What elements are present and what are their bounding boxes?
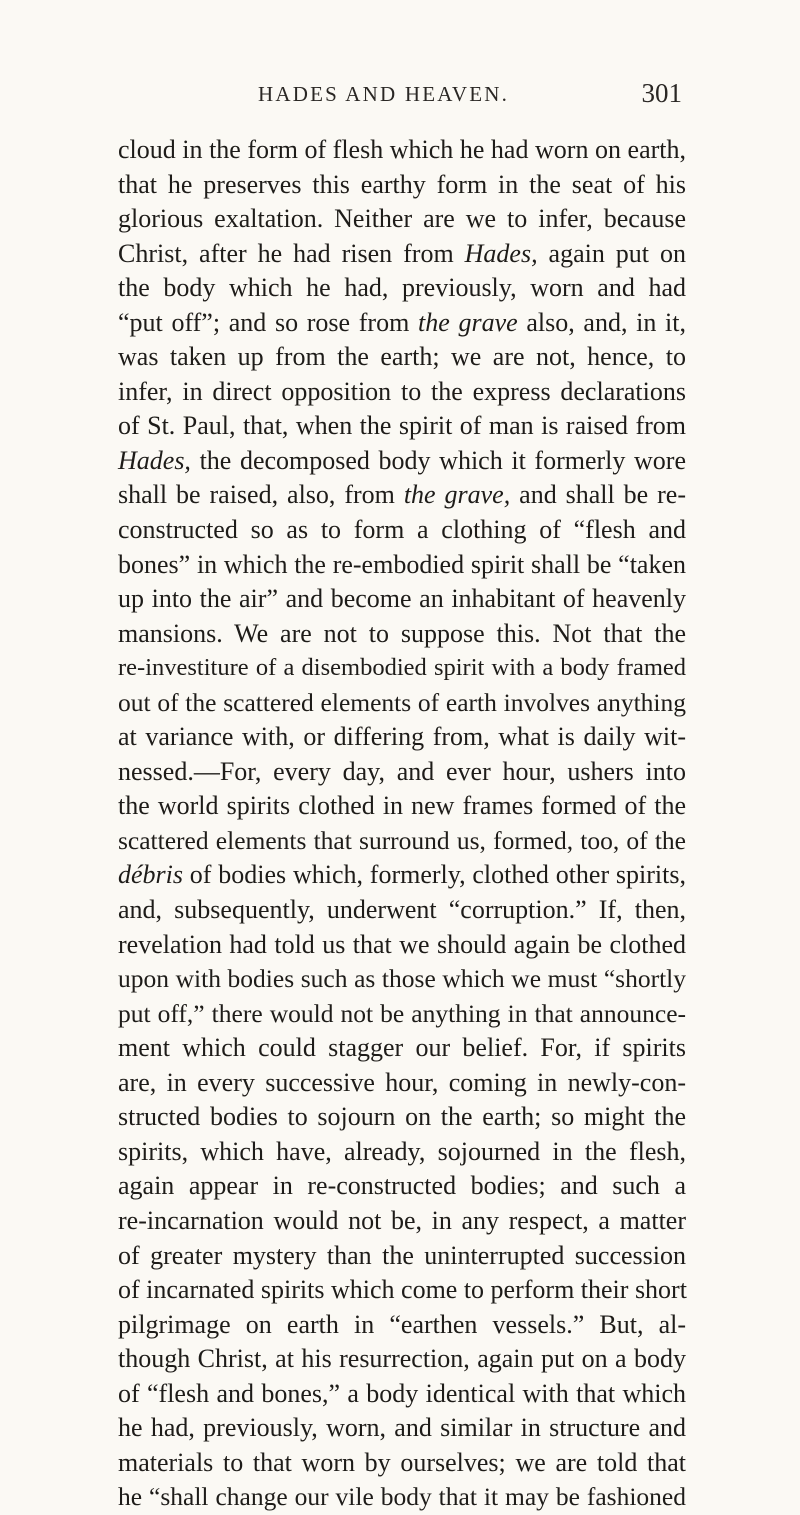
- text-line: [118, 513, 686, 548]
- text-line: [118, 168, 686, 203]
- text-segment: of “flesh and bones,” a body identical with that which: [118, 1378, 686, 1408]
- text-segment: glorious exaltation. Neither are we to infer, because: [118, 204, 686, 234]
- text-segment: also, and, in it,: [517, 307, 687, 337]
- text-segment: he had, previously, worn, and similar in structure and: [118, 1413, 686, 1443]
- text-line: [118, 755, 686, 790]
- text-line: [118, 1411, 686, 1446]
- text-line: [118, 271, 686, 306]
- text-line: [118, 306, 686, 341]
- text-segment: that he preserves this earthy form in the seat of his: [118, 169, 686, 199]
- text-segment: bones” in which the re-embodied spirit shall be “taken: [118, 549, 686, 579]
- text-segment: pilgrimage on earth in “earthen vessels.” But, al-: [118, 1309, 686, 1339]
- text-line: [118, 1446, 686, 1481]
- text-line: [118, 133, 686, 168]
- text-segment: shall be raised, also, from: [118, 480, 404, 510]
- text-line: [118, 997, 686, 1032]
- text-segment: re-investiture of a disembodied spirit with a body framed: [118, 654, 686, 682]
- text-segment: ment which could stagger our belief. For, if spirits: [118, 1033, 686, 1063]
- text-line: [118, 1308, 686, 1343]
- text-line: [118, 1480, 686, 1515]
- text-segment: was taken up from the earth; we are not, hence, to: [118, 342, 686, 372]
- italic-segment: Hades,: [464, 238, 538, 268]
- text-line: [118, 1031, 686, 1066]
- text-segment: of bodies which, formerly, clothed other spirits,: [183, 860, 686, 890]
- body-text: [118, 133, 686, 1515]
- text-line: [118, 686, 686, 721]
- text-segment: re-incarnation would not be, in any respect, a matter: [118, 1205, 686, 1235]
- text-segment: constructed so as to form a clothing of “flesh and: [118, 515, 686, 545]
- italic-segment: the grave,: [403, 480, 511, 510]
- text-segment: again appear in re-constructed bodies; and such a: [118, 1171, 686, 1201]
- text-line: [118, 582, 686, 617]
- text-segment: the world spirits clothed in new frames formed of the: [118, 791, 686, 821]
- text-line: [118, 1169, 686, 1204]
- text-line: [118, 720, 686, 755]
- text-segment: though Christ, at his resurrection, again put on a body: [118, 1344, 686, 1374]
- text-line: [118, 548, 686, 583]
- text-line: [118, 444, 686, 479]
- text-segment: structed bodies to sojourn on the earth; so might the: [118, 1102, 686, 1132]
- text-line: [118, 1135, 686, 1170]
- text-line: [118, 375, 686, 410]
- text-segment: of St. Paul, that, when the spirit of man is raised from: [118, 411, 686, 441]
- text-line: [118, 858, 686, 893]
- text-segment: upon with bodies such as those which we must “shortly: [118, 964, 686, 994]
- text-line: [118, 1377, 686, 1412]
- italic-segment: the grave: [418, 307, 518, 337]
- text-line: [118, 478, 686, 513]
- text-line: [118, 651, 686, 686]
- text-segment: again put on: [537, 238, 686, 268]
- text-line: [118, 1273, 686, 1308]
- text-segment: Christ, after he had risen from: [118, 238, 465, 268]
- text-line: [118, 617, 686, 652]
- text-segment: spirits, which have, already, sojourned in the flesh,: [118, 1136, 686, 1166]
- text-line: [118, 1066, 686, 1101]
- text-line: [118, 1100, 686, 1135]
- text-segment: out of the scattered elements of earth involves anything: [118, 687, 686, 717]
- text-line: [118, 237, 686, 272]
- text-segment: infer, in direct opposition to the express declarations: [118, 376, 686, 406]
- text-segment: and, subsequently, underwent “corruption.” If, then,: [118, 895, 686, 925]
- text-segment: of incarnated spirits which come to perform their short: [118, 1275, 687, 1305]
- text-segment: materials to that worn by ourselves; we are told that: [118, 1447, 686, 1477]
- text-segment: scattered elements that surround us, formed, too, of the: [118, 825, 686, 855]
- text-segment: of greater mystery than the uninterrupted succession: [118, 1240, 686, 1270]
- text-segment: up into the air” and become an inhabitant of heavenly: [118, 584, 686, 614]
- text-segment: cloud in the form of flesh which he had worn on earth,: [118, 135, 686, 164]
- italic-segment: Hades,: [118, 445, 191, 475]
- text-segment: revelation had told us that we should again be clothed: [118, 929, 686, 959]
- text-segment: and shall be re-: [510, 480, 686, 510]
- text-segment: the body which he had, previously, worn and had: [118, 273, 686, 303]
- text-line: [118, 789, 686, 824]
- text-segment: are, in every successive hour, coming in newly-con-: [118, 1067, 686, 1097]
- text-line: [118, 962, 686, 997]
- text-line: [118, 1204, 686, 1239]
- text-segment: “put off”; and so rose from: [118, 307, 419, 337]
- running-head: HADES AND HEAVEN.: [258, 82, 510, 106]
- text-segment: at variance with, or differing from, what is daily wit-: [118, 722, 686, 752]
- page-number: 301: [641, 78, 682, 108]
- text-segment: put off,” there would not be anything in that announce-: [118, 998, 686, 1028]
- text-segment: mansions. We are not to suppose this. Not that the: [118, 618, 686, 648]
- text-line: [118, 202, 686, 237]
- text-segment: the decomposed body which it formerly wore: [190, 445, 686, 475]
- text-line: [118, 409, 686, 444]
- text-line: [118, 340, 686, 375]
- text-line: [118, 893, 686, 928]
- text-line: [118, 1239, 686, 1274]
- italic-segment: débris: [118, 860, 183, 890]
- text-segment: nessed.—For, every day, and ever hour, ushers into: [118, 756, 686, 786]
- text-line: [118, 1342, 686, 1377]
- text-line: [118, 928, 686, 963]
- text-segment: he “shall change our vile body that it may be fashioned: [118, 1482, 686, 1512]
- text-line: [118, 824, 686, 859]
